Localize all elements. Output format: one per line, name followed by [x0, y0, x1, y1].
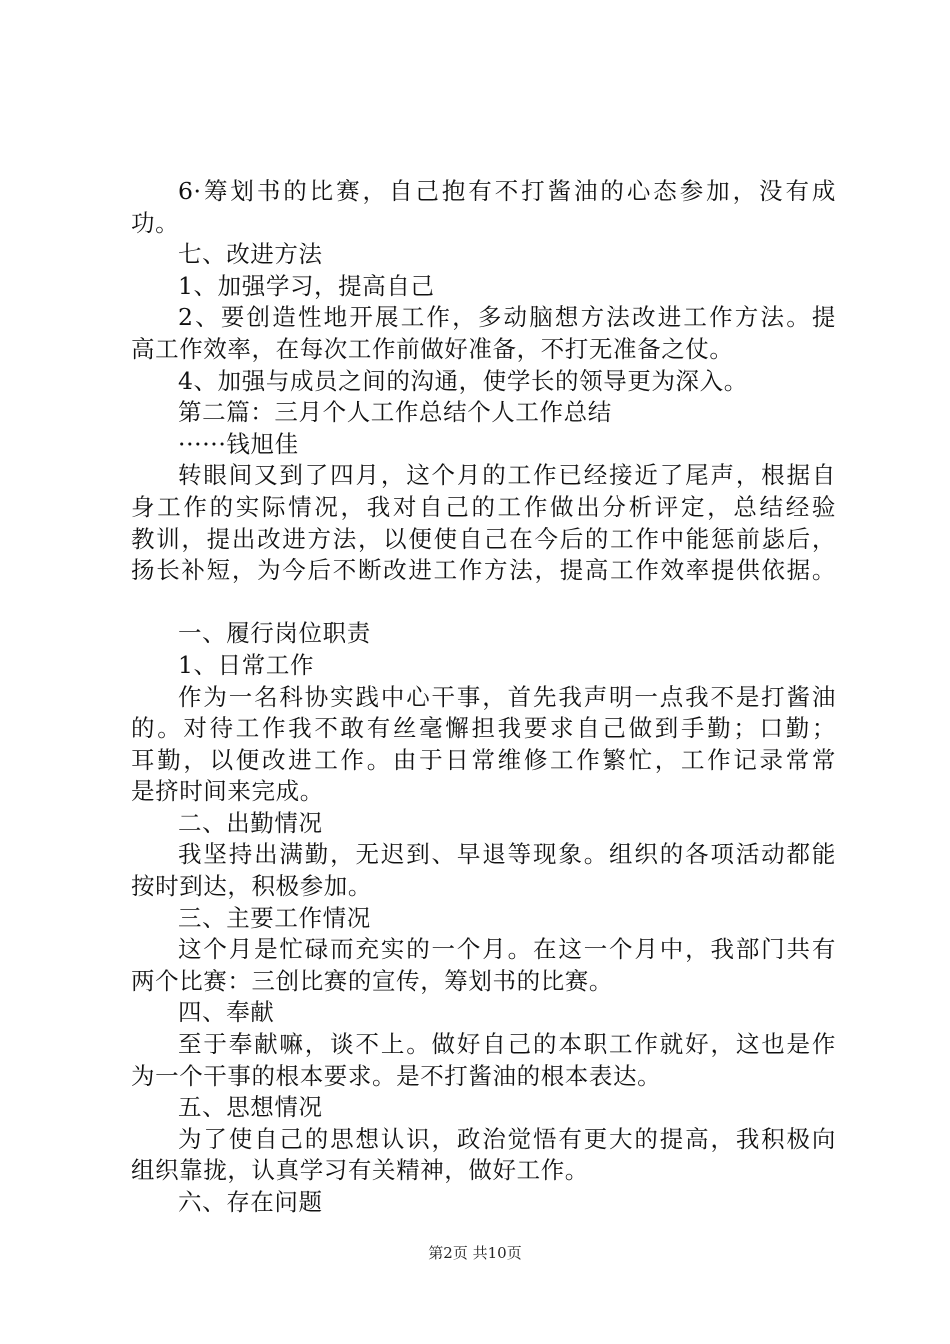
author-line: ······钱旭佳: [178, 429, 299, 458]
chapter-title: 第二篇：三月个人工作总结个人工作总结: [178, 398, 612, 427]
paragraph-line: 组织靠拢，认真学习有关精神，做好工作。: [131, 1156, 589, 1185]
paragraph-line: 的。对待工作我不敢有丝毫懈担我要求自己做到手勤；口勤；: [131, 714, 836, 743]
page-number-footer: 第2页 共10页: [428, 1244, 522, 1262]
section-heading: 四、奉献: [178, 998, 275, 1027]
paragraph-line: 功。: [131, 208, 180, 237]
section-heading: 三、主要工作情况: [178, 903, 371, 932]
paragraph-line: 作为一名科协实践中心干事，首先我声明一点我不是打酱油: [178, 682, 836, 711]
paragraph-line: 为一个干事的根本要求。是不打酱油的根本表达。: [131, 1061, 662, 1090]
paragraph-line: 为了使自己的思想认识，政治觉悟有更大的提高，我积极向: [178, 1124, 836, 1153]
section-heading: 七、改进方法: [178, 240, 323, 269]
paragraph-line: 教训，提出改进方法，以便使自己在今后的工作中能惩前毖后，: [131, 524, 836, 553]
paragraph-line: 至于奉献嘛，谈不上。做好自己的本职工作就好，这也是作: [178, 1030, 836, 1059]
list-item: 1、加强学习，提高自己: [178, 271, 435, 300]
section-heading: 五、思想情况: [178, 1093, 323, 1122]
paragraph-line: 耳勤，以便改进工作。由于日常维修工作繁忙，工作记录常常: [131, 745, 836, 774]
list-item: 2、要创造性地开展工作，多动脑想方法改进工作方法。提: [178, 303, 836, 332]
paragraph-line: 转眼间又到了四月，这个月的工作已经接近了尾声，根据自: [178, 461, 836, 490]
paragraph-line: 身工作的实际情况，我对自己的工作做出分析评定，总结经验: [131, 492, 836, 521]
paragraph-line: 是挤时间来完成。: [131, 777, 324, 806]
list-item: 1、日常工作: [178, 650, 315, 679]
blank-line: [131, 587, 836, 619]
list-item: 4、加强与成员之间的沟通，使学长的领导更为深入。: [178, 366, 748, 395]
section-heading: 一、履行岗位职责: [178, 619, 371, 648]
paragraph-line: 6·筹划书的比赛，自己抱有不打酱油的心态参加，没有成: [178, 177, 836, 205]
paragraph-line: 我坚持出满勤，无迟到、早退等现象。组织的各项活动都能: [178, 840, 836, 869]
paragraph-line: 这个月是忙碌而充实的一个月。在这一个月中，我部门共有: [178, 935, 836, 964]
paragraph-line: 两个比赛：三创比赛的宣传，筹划书的比赛。: [131, 966, 613, 995]
paragraph-line: 扬长补短，为今后不断改进工作方法，提高工作效率提供依据。: [131, 556, 836, 585]
paragraph-line: 按时到达，积极参加。: [131, 872, 372, 901]
document-body: [131, 176, 836, 1219]
paragraph-line: 高工作效率，在每次工作前做好准备，不打无准备之仗。: [131, 334, 734, 363]
section-heading: 二、出勤情况: [178, 808, 323, 837]
section-heading: 六、存在问题: [178, 1188, 323, 1216]
